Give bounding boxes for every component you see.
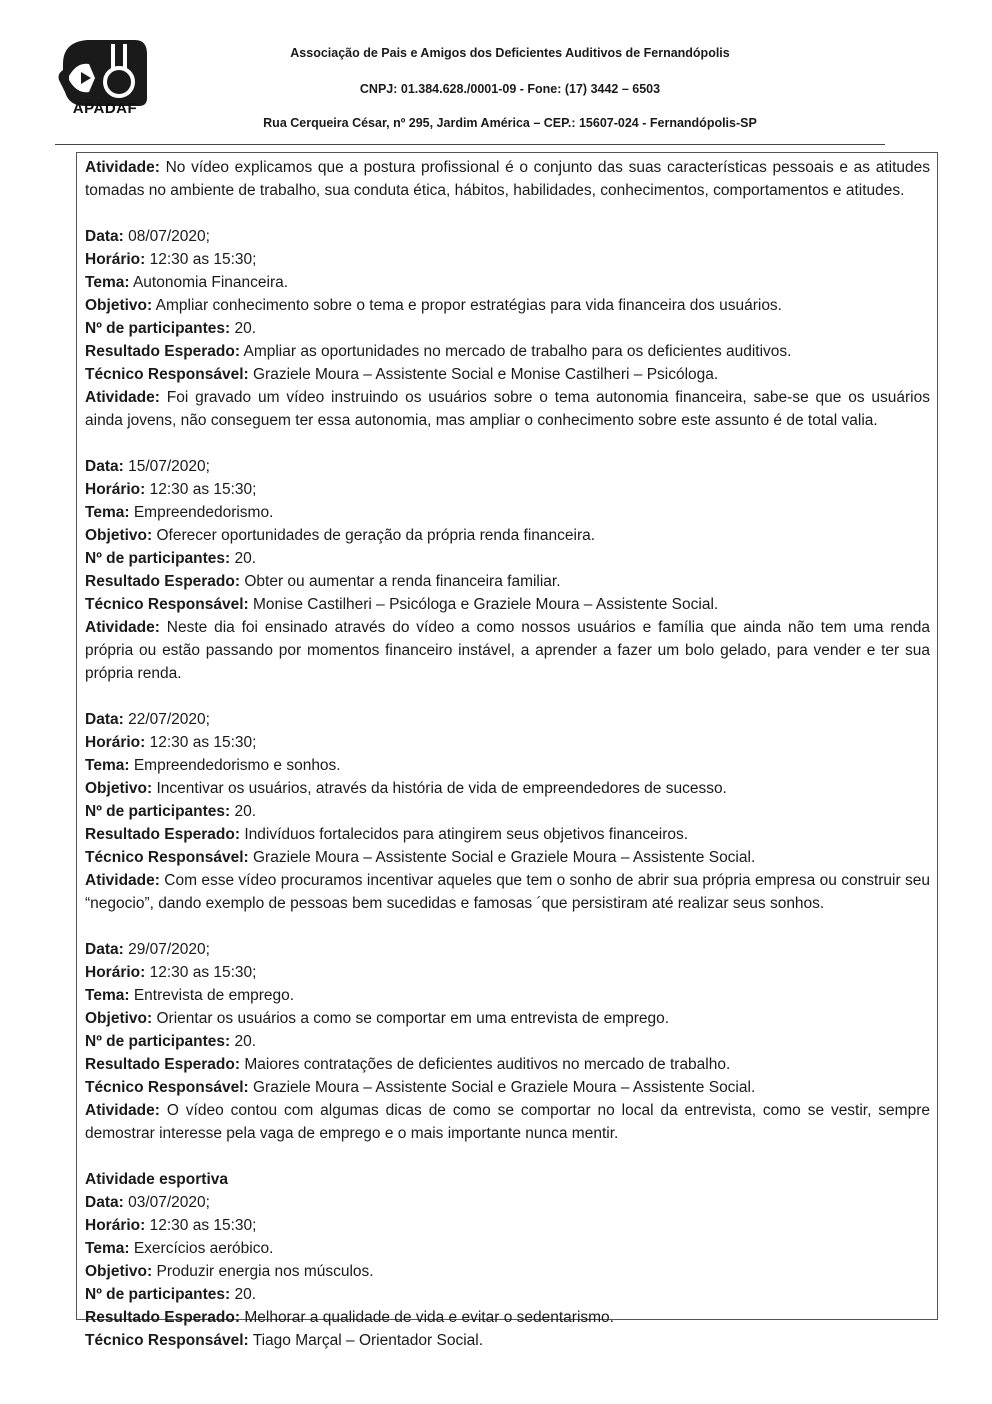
entry-atividade: Foi gravado um vídeo instruindo os usuários sobre o tema autonomia financeira, sabe-se que os usuários ainda jovens, não conseguem ter essa autonomia, mas ampliar o conhecimento sobre este assunto é de total valia. [85,389,930,429]
entry-objetivo: Incentivar os usuários, através da história de vida de empreendedores de sucesso. [156,780,727,797]
entry-horario: 12:30 as 15:30; [149,251,257,268]
entry-data: 29/07/2020; [128,941,210,958]
label-participantes: Nº de participantes: [85,803,231,820]
label-horario: Horário: [85,964,146,981]
label-data: Data: [85,228,124,245]
entry-objetivo: Orientar os usuários a como se comportar em uma entrevista de emprego. [156,1010,670,1027]
label-participantes: Nº de participantes: [85,1286,231,1303]
logo-text: APADAF [72,100,138,117]
label-tema: Tema: [85,987,130,1004]
entry-participantes: 20. [234,320,257,337]
entry-block [85,938,930,1145]
label-resultado: Resultado Esperado: [85,573,241,590]
label-horario: Horário: [85,734,146,751]
label-data: Data: [85,458,124,475]
label-resultado: Resultado Esperado: [85,343,241,360]
entry-horario: 12:30 as 15:30; [149,481,257,498]
label-horario: Horário: [85,1217,146,1234]
label-objetivo: Objetivo: [85,527,153,544]
entry-block [85,708,930,915]
sport-tema: Exercícios aeróbico. [133,1240,274,1257]
entry-tema: Empreendedorismo e sonhos. [133,757,341,774]
entry-objetivo: Oferecer oportunidades de geração da própria renda financeira. [156,527,596,544]
entry-tecnico: Monise Castilheri – Psicóloga e Graziele Moura – Assistente Social. [252,596,719,613]
label-objetivo: Objetivo: [85,780,153,797]
label-resultado: Resultado Esperado: [85,1309,241,1326]
org-address: Rua Cerqueira César, nº 295, Jardim América – CEP.: 15607-024 - Fernandópolis-SP [263,116,757,130]
label-data: Data: [85,1194,124,1211]
entry-atividade: Com esse vídeo procuramos incentivar aqueles que tem o sonho de abrir sua própria empresa ou construir seu “negocio”, dando exemplo de pessoas bem sucedidas e famosas ´que persistiram até realizar seus sonhos. [85,872,930,912]
entry-horario: 12:30 as 15:30; [149,964,257,981]
sport-objetivo: Produzir energia nos músculos. [156,1263,374,1280]
sport-horario: 12:30 as 15:30; [149,1217,257,1234]
label-tecnico: Técnico Responsável: [85,366,249,383]
label-tecnico: Técnico Responsável: [85,1079,249,1096]
org-cnpj-phone: CNPJ: 01.384.628./0001-09 - Fone: (17) 3442 – 6503 [359,82,661,96]
entry-tecnico: Graziele Moura – Assistente Social e Graziele Moura – Assistente Social. [252,1079,756,1096]
entry-participantes: 20. [234,803,257,820]
label-tecnico: Técnico Responsável: [85,849,249,866]
entry-horario: 12:30 as 15:30; [149,734,257,751]
label-data: Data: [85,711,124,728]
label-tecnico: Técnico Responsável: [85,1332,249,1349]
label-atividade: Atividade: [85,389,160,406]
entry-data: 15/07/2020; [128,458,210,475]
sport-participantes: 20. [234,1286,257,1303]
entry-block [85,225,930,432]
entry-atividade: Neste dia foi ensinado através do vídeo a como nossos usuários e família que ainda não tem uma renda própria ou estão passando por momentos financeiro instável, a aprender a fazer um bolo gelado, para vender e ter sua própria renda. [85,619,930,682]
label-resultado: Resultado Esperado: [85,826,241,843]
header-divider [55,144,885,145]
letterhead [0,0,992,150]
label-objetivo: Objetivo: [85,1263,153,1280]
label-objetivo: Objetivo: [85,297,153,314]
label-tema: Tema: [85,504,130,521]
entry-objetivo: Ampliar conhecimento sobre o tema e propor estratégias para vida financeira dos usuários. [155,297,782,314]
entry-block [85,455,930,685]
intro-atividade: No vídeo explicamos que a postura profissional é o conjunto das suas características pessoais e as atitudes tomadas no ambiente de trabalho, sua conduta ética, hábitos, habilidades, conhecimentos, comportamentos e atitudes. [85,159,930,199]
entry-atividade: O vídeo contou com algumas dicas de como se comportar no local da entrevista, como se vestir, sempre demostrar interesse pela vaga de emprego e o mais importante nunca mentir. [85,1102,930,1142]
entry-resultado: Ampliar as oportunidades no mercado de trabalho para os deficientes auditivos. [243,343,792,360]
sport-resultado: Melhorar a qualidade de vida e evitar o sedentarismo. [244,1309,614,1326]
label-atividade: Atividade: [85,1102,160,1119]
sport-title: Atividade esportiva [85,1171,228,1188]
entry-tecnico: Graziele Moura – Assistente Social e Graziele Moura – Assistente Social. [252,849,756,866]
label-tema: Tema: [85,274,130,291]
entry-tecnico: Graziele Moura – Assistente Social e Monise Castilheri – Psicóloga. [252,366,719,383]
sport-tecnico: Tiago Marçal – Orientador Social. [252,1332,484,1349]
label-atividade: Atividade: [85,159,160,176]
entry-data: 08/07/2020; [128,228,210,245]
label-data: Data: [85,941,124,958]
entry-tema: Autonomia Financeira. [132,274,289,291]
entry-participantes: 20. [234,550,257,567]
entry-data: 22/07/2020; [128,711,210,728]
entry-resultado: Maiores contratações de deficientes auditivos no mercado de trabalho. [244,1056,731,1073]
label-participantes: Nº de participantes: [85,320,231,337]
label-atividade: Atividade: [85,872,160,889]
sport-data: 03/07/2020; [128,1194,210,1211]
label-atividade: Atividade: [85,619,160,636]
label-participantes: Nº de participantes: [85,550,231,567]
intro-block [85,156,930,202]
entry-resultado: Obter ou aumentar a renda financeira familiar. [244,573,561,590]
entry-participantes: 20. [234,1033,257,1050]
label-horario: Horário: [85,251,146,268]
label-horario: Horário: [85,481,146,498]
entry-resultado: Indivíduos fortalecidos para atingirem seus objetivos financeiros. [244,826,689,843]
document-body [85,156,930,1375]
entry-tema: Empreendedorismo. [133,504,274,521]
sport-block [85,1168,930,1352]
entry-tema: Entrevista de emprego. [133,987,295,1004]
label-resultado: Resultado Esperado: [85,1056,241,1073]
org-name: Associação de Pais e Amigos dos Deficientes Auditivos de Fernandópolis [290,46,730,60]
label-objetivo: Objetivo: [85,1010,153,1027]
label-tema: Tema: [85,1240,130,1257]
label-participantes: Nº de participantes: [85,1033,231,1050]
label-tecnico: Técnico Responsável: [85,596,249,613]
label-tema: Tema: [85,757,130,774]
